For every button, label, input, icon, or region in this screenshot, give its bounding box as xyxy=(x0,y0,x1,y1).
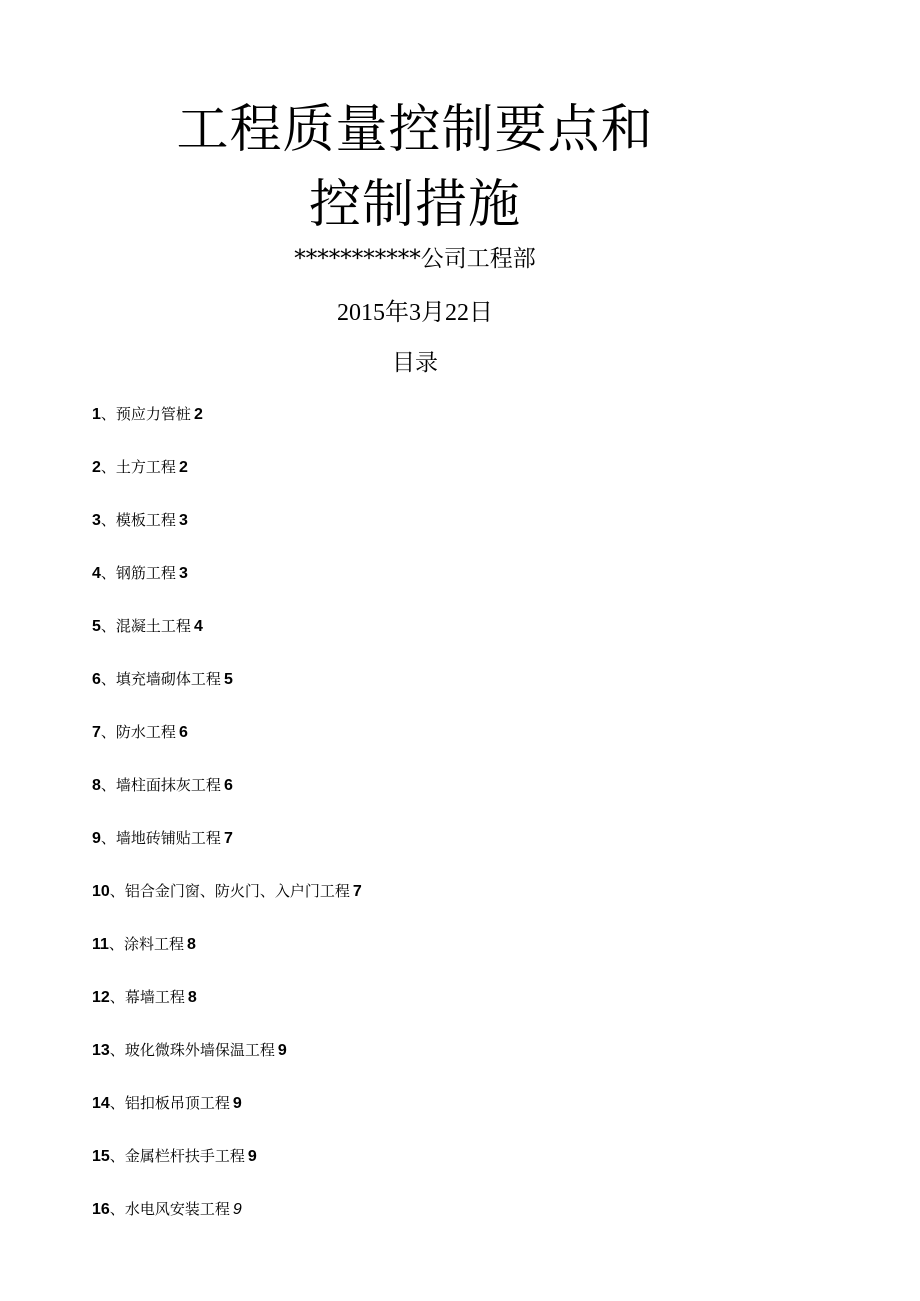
document-title-line-1: 工程质量控制要点和 xyxy=(176,100,654,160)
toc-item-page: 9 xyxy=(232,1095,242,1112)
toc-item-page: 9 xyxy=(247,1148,257,1165)
toc-item[interactable] xyxy=(92,981,362,1034)
toc-item-title: 涂料工程 xyxy=(123,935,184,953)
toc-item-page: 8 xyxy=(187,989,197,1006)
toc-item-number: 15 xyxy=(92,1148,110,1165)
toc-item-page: 7 xyxy=(352,883,362,900)
toc-item-separator: 、 xyxy=(109,1200,125,1218)
toc-item-title: 幕墙工程 xyxy=(124,988,185,1006)
toc-item-number: 6 xyxy=(92,671,101,688)
toc-item-title: 防水工程 xyxy=(115,723,176,741)
document-date: 2015年3月22日 xyxy=(337,300,493,326)
toc-item[interactable] xyxy=(92,822,362,875)
toc-item-page: 9 xyxy=(277,1042,287,1059)
toc-item-page: 2 xyxy=(193,406,203,423)
toc-item-number: 13 xyxy=(92,1042,110,1059)
toc-item-number: 2 xyxy=(92,459,101,476)
toc-item[interactable] xyxy=(92,1193,362,1246)
toc-item-number: 12 xyxy=(92,989,110,1006)
toc-item[interactable] xyxy=(92,1087,362,1140)
toc-item-title: 模板工程 xyxy=(115,511,176,529)
toc-item[interactable] xyxy=(92,1034,362,1087)
toc-item-separator: 、 xyxy=(100,617,116,635)
toc-item-page: 5 xyxy=(223,671,233,688)
toc-item-title: 水电风安装工程 xyxy=(124,1200,230,1218)
toc-item-title: 混凝土工程 xyxy=(115,617,191,635)
toc-item-separator: 、 xyxy=(109,1147,125,1165)
toc-item-page: 3 xyxy=(178,565,188,582)
toc-item-number: 10 xyxy=(92,883,110,900)
toc-item[interactable] xyxy=(92,928,362,981)
document-title-line-2: 控制措施 xyxy=(308,175,521,235)
toc-item-title: 铝合金门窗、防火门、入户门工程 xyxy=(124,882,350,900)
toc-item-separator: 、 xyxy=(100,458,116,476)
toc-item-number: 11 xyxy=(92,936,109,953)
toc-item-separator: 、 xyxy=(108,935,124,953)
toc-item-separator: 、 xyxy=(100,564,116,582)
toc-item[interactable] xyxy=(92,769,362,822)
toc-item-separator: 、 xyxy=(109,882,125,900)
company-name: ***********公司工程部 xyxy=(294,246,536,272)
toc-item-number: 8 xyxy=(92,777,101,794)
toc-item-page: 8 xyxy=(186,936,196,953)
toc-item-page: 6 xyxy=(178,724,188,741)
toc-item-separator: 、 xyxy=(100,405,116,423)
toc-item-page: 3 xyxy=(178,512,188,529)
toc-item-separator: 、 xyxy=(100,776,116,794)
toc-item-separator: 、 xyxy=(109,1041,125,1059)
toc-item-number: 3 xyxy=(92,512,101,529)
toc-item-separator: 、 xyxy=(109,1094,125,1112)
toc-item-number: 7 xyxy=(92,724,101,741)
toc-item-number: 5 xyxy=(92,618,101,635)
toc-item-number: 4 xyxy=(92,565,101,582)
toc-item-title: 金属栏杆扶手工程 xyxy=(124,1147,245,1165)
toc-item-page: 6 xyxy=(223,777,233,794)
toc-item[interactable] xyxy=(92,875,362,928)
toc-item-separator: 、 xyxy=(100,511,116,529)
toc-item-number: 16 xyxy=(92,1201,110,1218)
toc-item-page: 4 xyxy=(193,618,203,635)
table-of-contents xyxy=(92,398,362,1246)
toc-item[interactable] xyxy=(92,716,362,769)
toc-item[interactable] xyxy=(92,398,362,451)
toc-item-page: 2 xyxy=(178,459,188,476)
toc-item[interactable] xyxy=(92,610,362,663)
toc-item-separator: 、 xyxy=(100,829,116,847)
toc-item[interactable] xyxy=(92,451,362,504)
toc-item-separator: 、 xyxy=(109,988,125,1006)
toc-item[interactable] xyxy=(92,557,362,610)
toc-item-title: 填充墙砌体工程 xyxy=(115,670,221,688)
toc-item-title: 墙地砖铺贴工程 xyxy=(115,829,221,847)
toc-item[interactable] xyxy=(92,1140,362,1193)
toc-item-title: 钢筋工程 xyxy=(115,564,176,582)
toc-item-separator: 、 xyxy=(100,670,116,688)
toc-item-title: 墙柱面抹灰工程 xyxy=(115,776,221,794)
toc-item-title: 玻化微珠外墙保温工程 xyxy=(124,1041,275,1059)
toc-item[interactable] xyxy=(92,504,362,557)
toc-item-title: 铝扣板吊顶工程 xyxy=(124,1094,230,1112)
toc-item-number: 9 xyxy=(92,830,101,847)
toc-item-page: 7 xyxy=(223,830,233,847)
toc-item-separator: 、 xyxy=(100,723,116,741)
toc-item[interactable] xyxy=(92,663,362,716)
toc-item-title: 预应力管桩 xyxy=(115,405,191,423)
toc-item-number: 14 xyxy=(92,1095,110,1112)
toc-heading: 目录 xyxy=(392,350,438,376)
toc-item-number: 1 xyxy=(92,406,101,423)
toc-item-title: 土方工程 xyxy=(115,458,176,476)
toc-item-page: 9 xyxy=(232,1201,242,1218)
